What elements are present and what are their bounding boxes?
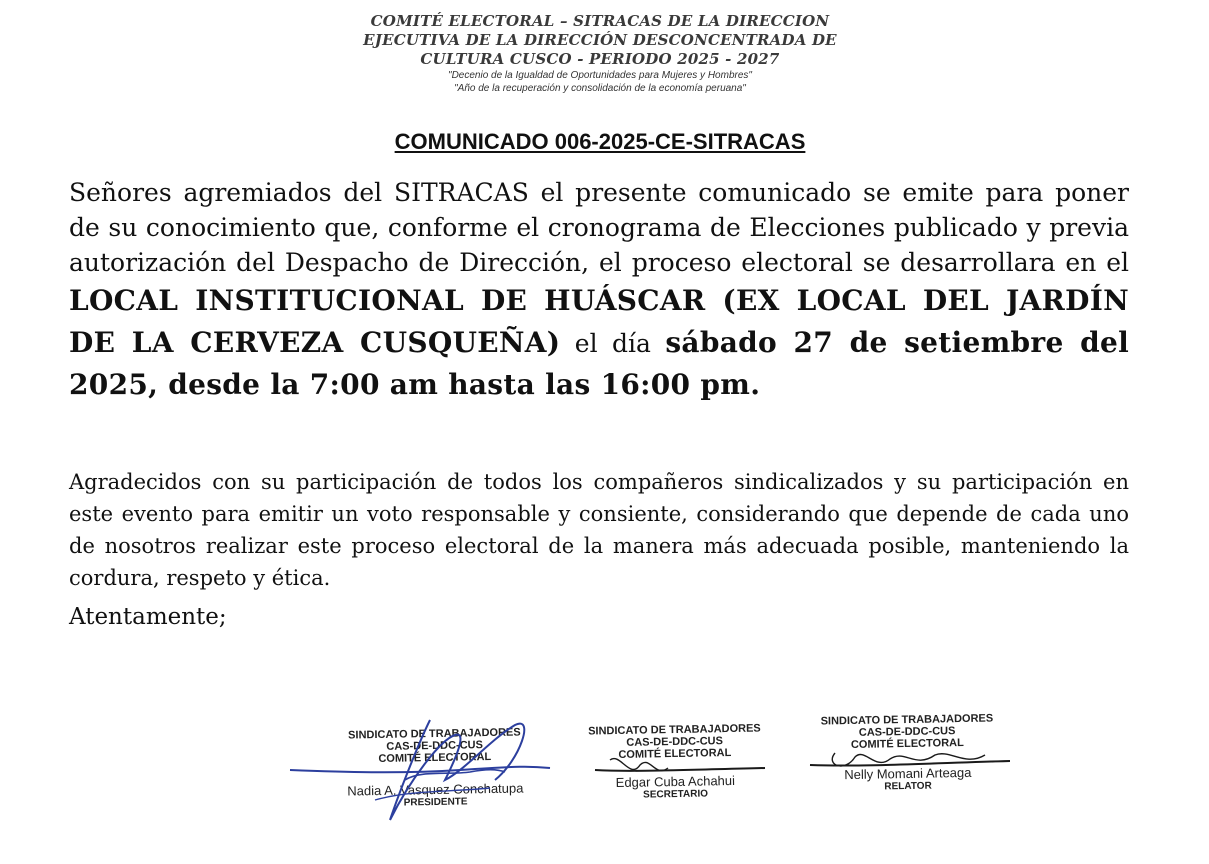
election-location: LOCAL INSTITUCIONAL DE HUÁSCAR (EX LOCAL DEL JARDÍN DE LA CERVEZA CUSQUEÑA) <box>69 284 1129 359</box>
stamp-committee: COMITÉ ELECTORAL <box>378 751 492 765</box>
year-motto-2: "Año de la recuperación y consolidación de la economía peruana" <box>454 83 746 94</box>
paragraph-intro: Señores agremiados del SITRACAS el presente comunicado se emite para poner de su conocimiento que, conforme el cronograma de Elecciones publicado y previa autorización del Despacho de Dirección, el proceso electoral se desarrollara en el <box>69 178 1129 277</box>
thanks-paragraph: Agradecidos con su participación de todos los compañeros sindicalizados y su participación en este evento para emitir un voto responsable y consiente, considerando que depende de cada uno de nosotros realizar este proceso electoral de la manera más adecuada posible, manteniendo la cordura, respeto y ética. <box>69 470 1129 590</box>
signer-role: SECRETARIO <box>643 788 709 801</box>
stamp-union-code: CAS-DE-DDC-CUS <box>626 735 724 749</box>
document-title: COMUNICADO 006-2025-CE-SITRACAS <box>394 129 806 154</box>
stamp-committee: COMITÉ ELECTORAL <box>850 737 964 751</box>
closing-salutation: Atentamente; <box>69 604 227 630</box>
signer-name: Edgar Cuba Achahui <box>615 772 736 791</box>
stamp-union-code: CAS-DE-DDC-CUS <box>858 725 956 739</box>
stamp-committee: COMITÉ ELECTORAL <box>618 747 732 761</box>
stamp-union-code: CAS-DE-DDC-CUS <box>386 739 483 753</box>
year-motto-1: "Decenio de la Igualdad de Oportunidades para Mujeres y Hombres" <box>448 70 752 81</box>
signer-role: PRESIDENTE <box>403 796 468 809</box>
stamp-union-name: SINDICATO DE TRABAJADORES <box>820 712 994 728</box>
signer-name: Nelly Momani Arteaga <box>844 764 972 783</box>
letterhead <box>0 12 1200 95</box>
signature-area <box>0 690 1209 864</box>
handwritten-signature-secretary <box>590 750 770 790</box>
committee-name-line-3: CULTURA CUSCO - PERIODO 2025 - 2027 <box>420 50 780 68</box>
stamp-union-name: SINDICATO DE TRABAJADORES <box>588 722 761 738</box>
signer-name: Nadia A. Vasquez Conchatupa <box>347 780 524 799</box>
stamp-union-name: SINDICATO DE TRABAJADORES <box>348 726 521 742</box>
committee-name-line-1: COMITÉ ELECTORAL – SITRACAS DE LA DIRECCION <box>370 12 830 30</box>
committee-name-line-2: EJECUTIVA DE LA DIRECCIÓN DESCONCENTRADA DE <box>363 31 837 49</box>
announcement-paragraph <box>69 175 1129 406</box>
paragraph-connector: el día <box>560 329 666 358</box>
handwritten-signature-president <box>280 700 560 850</box>
signer-role: RELATOR <box>884 780 932 793</box>
election-date-time: sábado 27 de setiembre del 2025, desde la 7:00 am hasta las 16:00 pm. <box>69 326 1130 401</box>
handwritten-signature-reporter <box>805 745 1015 785</box>
